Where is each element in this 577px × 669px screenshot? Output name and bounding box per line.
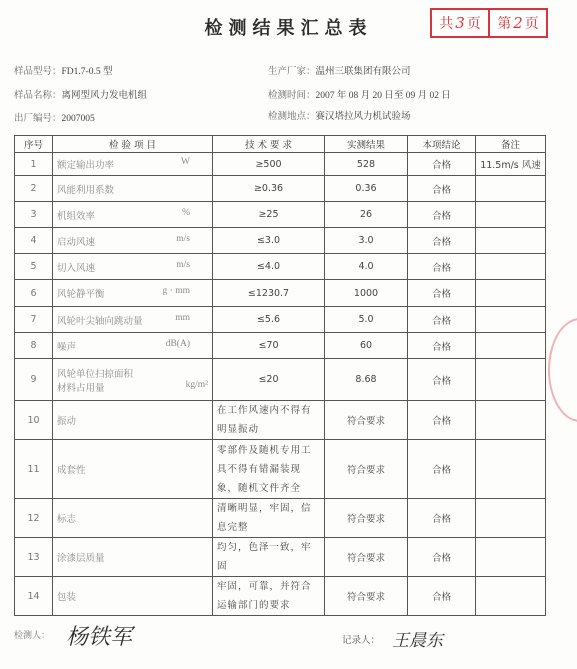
item-unit: m/s: [176, 233, 190, 244]
item-name: 启动风速: [57, 237, 96, 248]
cell-no: 6: [15, 280, 53, 307]
cell-note: [476, 538, 546, 577]
meta-factory-no: [14, 110, 95, 124]
cell-note: [476, 333, 546, 359]
cell-conclusion: 合格: [408, 359, 476, 401]
cell-result: 528: [325, 153, 408, 176]
cell-requirement: 清晰明显，牢固，信息完整: [213, 499, 325, 538]
cell-no: 14: [15, 577, 53, 616]
cell-note: [476, 176, 546, 202]
test-site-label: 检测地点：: [268, 112, 316, 122]
test-time-label: 检测时间：: [268, 91, 316, 101]
test-site-value: 赛汉塔拉风力机试验场: [315, 112, 411, 122]
cell-result: 5.0: [325, 307, 408, 333]
cell-result: 1000: [325, 280, 408, 307]
cell-note: [476, 280, 546, 307]
cell-requirement: ≥25: [213, 202, 325, 228]
cell-note: [476, 202, 546, 228]
cell-item: [53, 153, 213, 176]
col-header-result: 实测结果: [325, 136, 408, 153]
item-unit: g · mm: [162, 286, 190, 296]
item-name: 噪声: [57, 342, 77, 353]
manufacturer-value: 温州三联集团有限公司: [315, 67, 411, 77]
cell-result: 3.0: [325, 228, 408, 254]
sample-name-value: 离网型风力发电机组: [61, 91, 148, 101]
partial-seal-stamp: [548, 318, 577, 422]
item-unit: kg/m²: [185, 379, 208, 390]
cell-result: 符合要求: [325, 401, 408, 440]
cell-no: 2: [15, 176, 53, 202]
meta-manufacturer: [268, 63, 411, 77]
cell-requirement: 在工作风速内不得有明显振动: [213, 401, 325, 440]
meta-sample-model: [14, 63, 112, 77]
item-unit: mm: [175, 312, 190, 323]
test-time-value: 2007 年 08 月 20 日至 09 月 02 日: [315, 91, 451, 101]
factory-no-label: 出厂编号：: [14, 114, 62, 124]
table-row: [15, 577, 546, 616]
table-row: [15, 176, 546, 202]
cell-note: [476, 307, 546, 333]
cell-no: 4: [15, 228, 53, 254]
item-name: 风轮叶尖轴向跳动量: [57, 316, 143, 327]
cell-result: 60: [325, 333, 408, 359]
table-header-row: [15, 136, 546, 153]
cell-conclusion: 合格: [408, 228, 476, 254]
col-header-requirement: 技 术 要 求: [213, 136, 325, 153]
cell-item: [53, 333, 213, 359]
cell-note: 11.5m/s 风速: [476, 153, 546, 176]
item-name: 机组效率: [57, 211, 96, 222]
table-row: [15, 307, 546, 333]
cell-item: [53, 538, 213, 577]
item-name-line2: 材料占用量: [57, 383, 105, 394]
cell-requirement: 均匀，色泽一致，牢固: [213, 538, 325, 577]
cell-item: [53, 176, 213, 202]
cell-requirement: ≥0.36: [213, 176, 325, 202]
item-name: 涂漆层质量: [57, 554, 105, 564]
item-name: 风轮静平衡: [57, 290, 105, 300]
table-row: [15, 538, 546, 577]
item-unit: dB(A): [165, 338, 190, 349]
page-stamp: [430, 8, 548, 38]
cell-requirement: ≤3.0: [213, 228, 325, 254]
cell-requirement: ≤4.0: [213, 254, 325, 280]
cell-result: 8.68: [325, 359, 408, 401]
stamp-page-suffix: 页: [524, 16, 539, 32]
table-row: [15, 280, 546, 307]
sample-model-value: FD1.7-0.5 型: [61, 67, 113, 77]
cell-item: [53, 499, 213, 538]
cell-result: 符合要求: [325, 440, 408, 499]
factory-no-value: 2007005: [61, 114, 95, 124]
col-header-no: 序号: [15, 136, 53, 153]
item-name: 包装: [57, 593, 77, 603]
cell-requirement: ≤5.6: [213, 307, 325, 333]
recorder-signature: 王晨东: [392, 631, 443, 651]
item-name: 振动: [57, 417, 77, 427]
table-row: [15, 440, 546, 499]
table-row: [15, 254, 546, 280]
item-name: 风能利用系数: [57, 185, 115, 196]
cell-requirement: ≤20: [213, 359, 325, 401]
cell-note: [476, 401, 546, 440]
table-row: [15, 228, 546, 254]
cell-requirement: ≤70: [213, 333, 325, 359]
col-header-item: 检 验 项 目: [53, 136, 213, 153]
cell-conclusion: 合格: [408, 153, 476, 176]
cell-item: [53, 228, 213, 254]
cell-conclusion: 合格: [408, 440, 476, 499]
cell-result: 4.0: [325, 254, 408, 280]
item-unit: %: [182, 207, 190, 218]
cell-conclusion: 合格: [408, 307, 476, 333]
table-row: [15, 202, 546, 228]
cell-no: 9: [15, 359, 53, 401]
cell-no: 1: [15, 153, 53, 176]
cell-no: 8: [15, 333, 53, 359]
cell-conclusion: 合格: [408, 254, 476, 280]
cell-no: 5: [15, 254, 53, 280]
cell-item: [53, 359, 213, 401]
document-title: 检测结果汇总表: [204, 18, 373, 39]
cell-no: 12: [15, 499, 53, 538]
manufacturer-label: 生产厂家：: [268, 67, 316, 77]
cell-conclusion: 合格: [408, 280, 476, 307]
table-row: [15, 359, 546, 401]
cell-item: [53, 577, 213, 616]
cell-note: [476, 499, 546, 538]
cell-conclusion: 合格: [408, 333, 476, 359]
cell-item: [53, 202, 213, 228]
cell-conclusion: 合格: [408, 499, 476, 538]
col-header-note: 备注: [476, 136, 546, 153]
item-unit: m/s: [176, 259, 190, 270]
cell-conclusion: 合格: [408, 401, 476, 440]
cell-requirement: ≤1230.7: [213, 280, 325, 307]
cell-result: 符合要求: [325, 577, 408, 616]
table-row: [15, 401, 546, 440]
recorder-label: 记录人：: [342, 635, 381, 646]
cell-result: 26: [325, 202, 408, 228]
cell-result: 符合要求: [325, 538, 408, 577]
cell-conclusion: 合格: [408, 176, 476, 202]
cell-no: 11: [15, 440, 53, 499]
sample-name-label: 样品名称：: [14, 91, 62, 101]
stamp-total-prefix: 共: [439, 16, 454, 32]
item-name: 切入风速: [57, 263, 96, 274]
cell-requirement: 零部件及随机专用工具不得有错漏装现象，随机文件齐全: [213, 440, 325, 499]
stamp-total-suffix: 页: [466, 16, 481, 32]
item-name: 风轮单位扫掠面积: [57, 369, 134, 380]
cell-requirement: 牢固，可靠，并符合运输部门的要求: [213, 577, 325, 616]
cell-no: 13: [15, 538, 53, 577]
cell-conclusion: 合格: [408, 538, 476, 577]
item-name: 标志: [57, 515, 77, 525]
cell-note: [476, 577, 546, 616]
cell-note: [476, 440, 546, 499]
stamp-page-no: 2: [513, 14, 523, 32]
cell-conclusion: 合格: [408, 202, 476, 228]
cell-item: [53, 254, 213, 280]
checker-signature: 杨铁军: [66, 625, 133, 650]
table-row: [15, 153, 546, 176]
col-header-conclusion: 本项结论: [408, 136, 476, 153]
item-name: 额定输出功率: [57, 161, 115, 171]
cell-item: [53, 280, 213, 307]
item-name: 成套性: [57, 466, 86, 476]
cell-result: 符合要求: [325, 499, 408, 538]
cell-conclusion: 合格: [408, 577, 476, 616]
item-unit: W: [181, 157, 190, 167]
table-row: [15, 499, 546, 538]
cell-no: 7: [15, 307, 53, 333]
sample-model-label: 样品型号：: [14, 67, 62, 77]
cell-result: 0.36: [325, 176, 408, 202]
cell-item: [53, 307, 213, 333]
cell-note: [476, 228, 546, 254]
cell-note: [476, 359, 546, 401]
cell-note: [476, 254, 546, 280]
results-table: [14, 135, 546, 616]
cell-requirement: ≥500: [213, 153, 325, 176]
table-row: [15, 333, 546, 359]
cell-item: [53, 440, 213, 499]
cell-no: 10: [15, 401, 53, 440]
meta-test-site: [268, 108, 411, 122]
cell-no: 3: [15, 202, 53, 228]
stamp-page-prefix: 第: [497, 16, 512, 32]
meta-test-time: [268, 87, 451, 101]
cell-item: [53, 401, 213, 440]
meta-sample-name: [14, 87, 147, 101]
checker-label: 检测人：: [14, 631, 51, 641]
stamp-total-pages: 3: [455, 14, 465, 32]
